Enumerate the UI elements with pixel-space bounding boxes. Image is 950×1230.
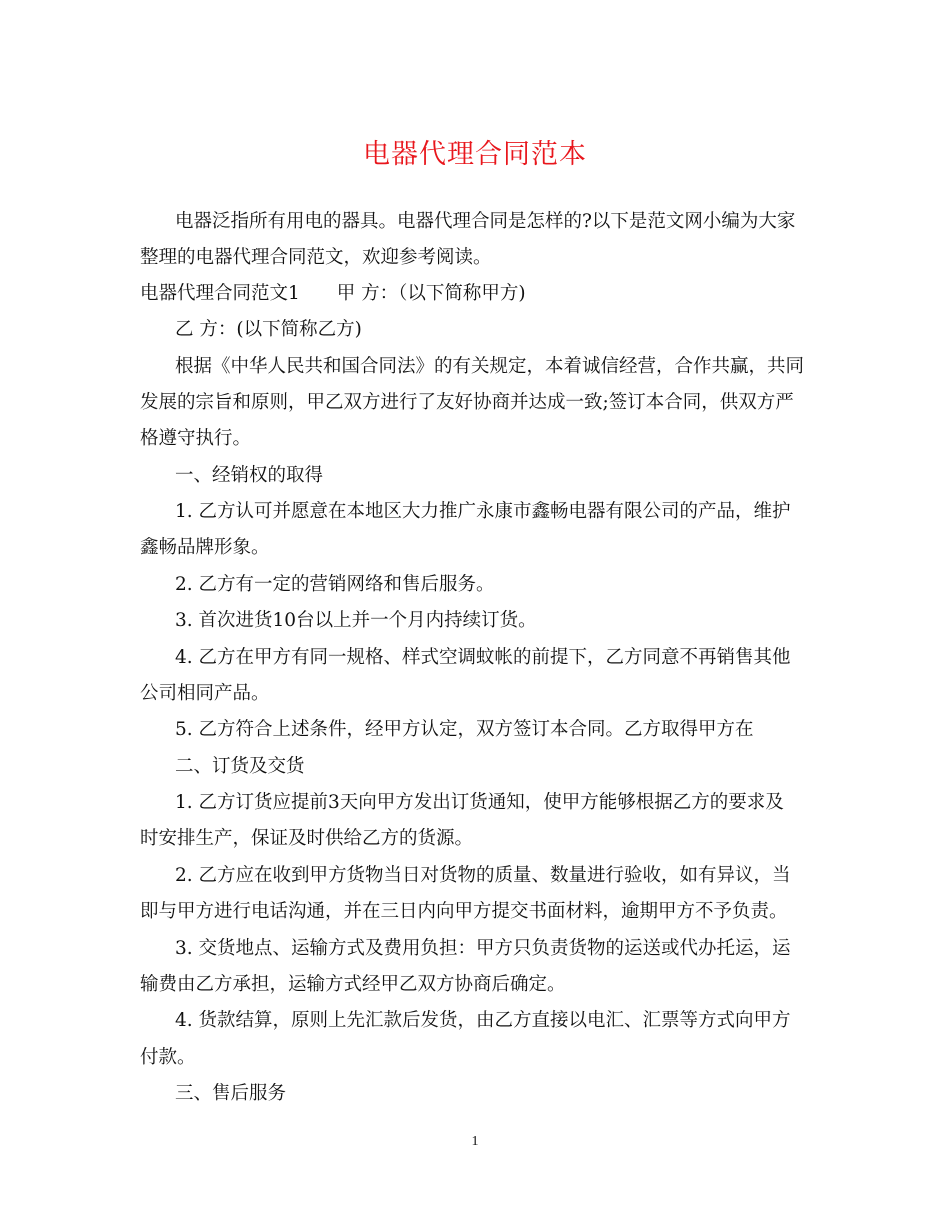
text-line: 4. 乙方在甲方有同一规格、样式空调蚊帐的前提下，乙方同意不再销售其他 xyxy=(175,647,791,668)
text-line: 电器泛指所有用电的器具。电器代理合同是怎样的?以下是范文网小编为大家 xyxy=(175,211,796,232)
text-line: 2. 乙方有一定的营销网络和售后服务。 xyxy=(175,574,495,595)
section-heading: 二、订货及交货 xyxy=(175,756,305,777)
text-line: 1. 乙方认可并愿意在本地区大力推广永康市鑫畅电器有限公司的产品，维护 xyxy=(175,501,791,522)
text-line: 2. 乙方应在收到甲方货物当日对货物的质量、数量进行验收，如有异议，当 xyxy=(175,865,791,886)
text-line: 4. 货款结算，原则上先汇款后发货，由乙方直接以电汇、汇票等方式向甲方 xyxy=(175,1010,791,1031)
document-title: 电器代理合同范本 xyxy=(363,139,587,170)
text-line: 3. 交货地点、运输方式及费用负担：甲方只负责货物的运送或代办托运，运 xyxy=(175,938,791,959)
text-line: 格遵守执行。 xyxy=(140,428,252,449)
text-line: 1. 乙方订货应提前3天向甲方发出订货通知，使甲方能够根据乙方的要求及 xyxy=(175,792,784,813)
text-line: 鑫畅品牌形象。 xyxy=(140,537,270,558)
text-line: 3. 首次进货10台以上并一个月内持续订货。 xyxy=(175,610,537,631)
text-line: 即与甲方进行电话沟通，并在三日内向甲方提交书面材料，逾期甲方不予负责。 xyxy=(140,901,788,922)
text-line: 电器代理合同范文1 甲 方：（以下简称甲方) xyxy=(140,283,526,304)
text-line: 时安排生产，保证及时供给乙方的货源。 xyxy=(140,828,474,849)
section-heading: 一、经销权的取得 xyxy=(175,465,324,486)
text-line: 5. 乙方符合上述条件，经甲方认定，双方签订本合同。乙方取得甲方在 xyxy=(175,719,754,740)
text-line: 乙 方：(以下简称乙方) xyxy=(175,319,362,340)
text-line: 发展的宗旨和原则，甲乙双方进行了友好协商并达成一致;签订本合同，供双方严 xyxy=(140,392,794,413)
text-line: 公司相同产品。 xyxy=(140,683,270,704)
page-number: 1 xyxy=(471,1134,479,1149)
text-line: 输费由乙方承担，运输方式经甲乙双方协商后确定。 xyxy=(140,974,566,995)
text-line: 整理的电器代理合同范文，欢迎参考阅读。 xyxy=(140,247,492,268)
section-heading: 三、售后服务 xyxy=(175,1083,287,1104)
text-line: 根据《中华人民共和国合同法》的有关规定，本着诚信经营，合作共赢，共同 xyxy=(175,356,805,377)
text-line: 付款。 xyxy=(140,1047,196,1068)
